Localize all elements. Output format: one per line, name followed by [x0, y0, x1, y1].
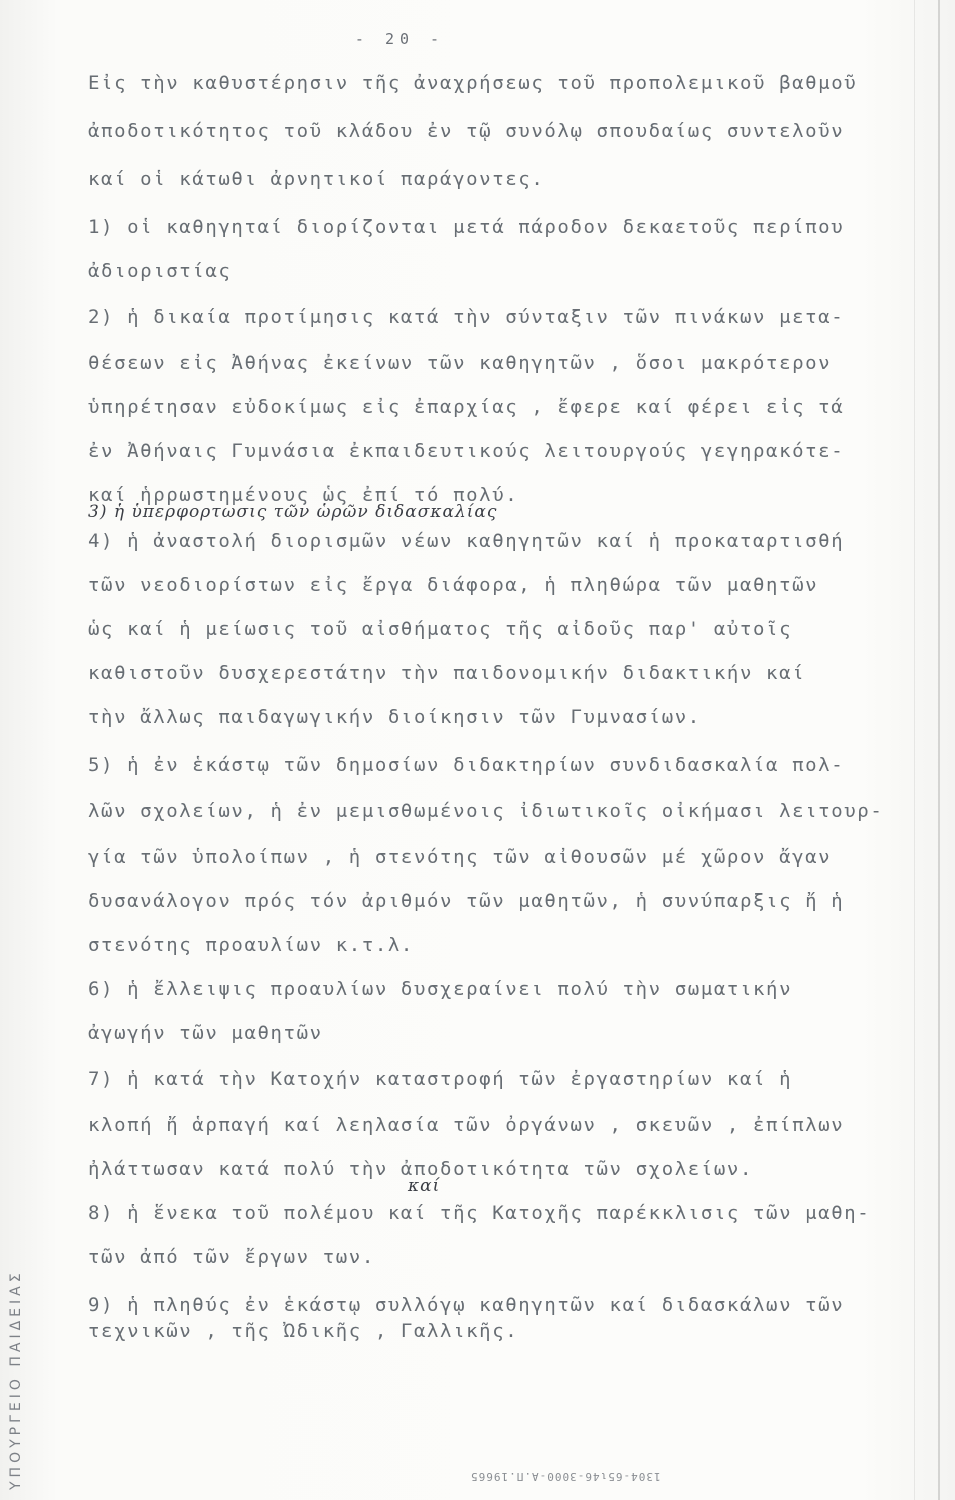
- text-line-16: 5) ἡ ἐν ἑκάστῳ τῶν δημοσίων διδακτηρίων συνδιδασκαλία πολ-: [88, 754, 845, 776]
- text-line-7: θέσεων εἰς Ἀθήνας ἐκείνων τῶν καθηγητῶν , ὅσοι μακρότερον: [88, 352, 832, 374]
- text-line-17: λῶν σχολείων, ἡ ἐν μεμισθωμένοις ἰδιωτικοῖς οἰκήμασι λειτουρ-: [88, 800, 884, 822]
- text-line-14: καθιστοῦν δυσχερεστάτην τὴν παιδονομικήν διδακτικήν καί: [88, 662, 806, 684]
- text-line-29: τεχνικῶν , τῆς Ὠδικῆς , Γαλλικῆς.: [88, 1320, 519, 1342]
- text-line-13: ὡς καί ἡ μείωσις τοῦ αἰσθήματος τῆς αἰδοῦς παρ' αὐτοῖς: [88, 618, 793, 640]
- text-line-4: 1) οἱ καθηγηταί διορίζονται μετά πάροδον δεκαετοῦς περίπου: [88, 216, 845, 238]
- handwritten-insertion-kai: καί: [408, 1176, 441, 1196]
- text-line-23: 7) ἡ κατά τὴν Κατοχήν καταστροφή τῶν ἐργαστηρίων καί ἡ: [88, 1068, 793, 1090]
- text-line-2: ἀποδοτικότητος τοῦ κλάδου ἐν τῷ συνόλῳ σπουδαίως συντελοῦν: [88, 120, 845, 142]
- text-line-1: Εἰς τὴν καθυστέρησιν τῆς ἀναχρήσεως τοῦ προπολεμικοῦ βαθμοῦ: [88, 72, 858, 94]
- text-line-5: ἀδιοριστίας: [88, 260, 232, 282]
- text-line-22: ἀγωγήν τῶν μαθητῶν: [88, 1022, 323, 1044]
- handwritten-insertion-item-3: 3) ἡ ὑπερφορτωσις τῶν ὡρῶν διδασκαλίας: [88, 502, 498, 522]
- page-number: - 20 -: [354, 30, 446, 48]
- text-line-26: 8) ἡ ἕνεκα τοῦ πολέμου καί τῆς Κατοχῆς παρέκκλισις τῶν μαθη-: [88, 1202, 871, 1224]
- text-line-21: 6) ἡ ἔλλειψις προαυλίων δυσχεραίνει πολύ τὴν σωματικήν: [88, 978, 793, 1000]
- text-line-15: τὴν ἄλλως παιδαγωγικήν διοίκησιν τῶν Γυμνασίων.: [88, 706, 701, 728]
- text-line-11: 4) ἡ ἀναστολή διορισμῶν νέων καθηγητῶν καί ἡ προκαταρτισθή: [88, 530, 845, 552]
- text-line-3: καί οἱ κάτωθι ἀρνητικοί παράγοντες.: [88, 168, 545, 190]
- text-line-27: τῶν ἀπό τῶν ἔργων των.: [88, 1246, 375, 1268]
- text-line-19: δυσανάλογον πρός τόν ἀριθμόν τῶν μαθητῶν, ἡ συνύπαρξις ἤ ἡ: [88, 890, 845, 912]
- text-line-28: 9) ἡ πληθύς ἐν ἑκάστῳ συλλόγῳ καθηγητῶν καί διδασκάλων τῶν: [88, 1294, 845, 1316]
- bottom-imprint: 1304-65ι46-3000-Α.Π.19665: [470, 1470, 661, 1483]
- text-line-12: τῶν νεοδιορίστων εἰς ἔργα διάφορα, ἡ πληθώρα τῶν μαθητῶν: [88, 574, 819, 596]
- text-line-18: γία τῶν ὑπολοίπων , ἡ στενότης τῶν αἰθουσῶν μέ χῶρον ἄγαν: [88, 846, 832, 868]
- text-line-10: καί ἡρρωστημένους ὡς ἐπί τό πολύ.: [88, 484, 519, 506]
- text-line-20: στενότης προαυλίων κ.τ.λ.: [88, 934, 414, 956]
- edge-stamp: ΥΠΟΥΡΓΕΙΟ ΠΑΙΔΕΙΑΣ: [8, 1269, 24, 1490]
- text-line-24: κλοπή ἤ ἁρπαγή καί λεηλασία τῶν ὀργάνων , σκευῶν , ἐπίπλων: [88, 1114, 845, 1136]
- text-line-6: 2) ἡ δικαία προτίμησις κατά τὴν σύνταξιν τῶν πινάκων μετα-: [88, 306, 845, 328]
- page-fold-shadow: [938, 0, 940, 1500]
- text-line-8: ὑπηρέτησαν εὐδοκίμως εἰς ἐπαρχίας , ἔφερε καί φέρει εἰς τά: [88, 396, 845, 418]
- text-line-9: ἐν Ἀθήναις Γυμνάσια ἐκπαιδευτικούς λειτουργούς γεγηρακότε-: [88, 440, 845, 462]
- text-line-25: ἠλάττωσαν κατά πολύ τὴν ἀποδοτικότητα τῶν σχολείων.: [88, 1158, 753, 1180]
